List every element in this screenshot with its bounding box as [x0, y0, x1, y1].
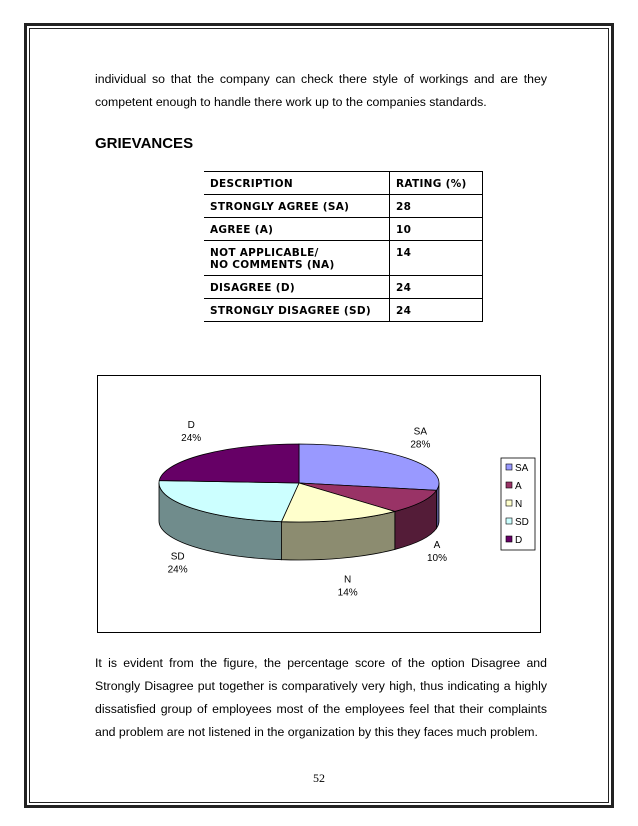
legend-swatch-a: [506, 482, 512, 488]
table-row: [204, 218, 483, 241]
row-rating: 28: [390, 195, 483, 218]
section-heading: GRIEVANCES: [95, 135, 194, 152]
row-description-line1: NOT APPLICABLE/: [210, 247, 319, 259]
conclusion-paragraph: It is evident from the figure, the percentage score of the option Disagree and Strongly Disagree put together is comparatively very high, thus indicating a highly dissatisfied group of employees most of the employees feel that their complaints and problem are not listened in the organization by this they faces much problem.: [95, 656, 547, 739]
data-label-name: D: [187, 419, 195, 431]
data-label-name: N: [344, 574, 352, 586]
data-label-percent: 28%: [410, 439, 431, 451]
table-row: [204, 299, 483, 322]
data-label-name: A: [433, 540, 441, 552]
data-label-name: SD: [170, 551, 185, 563]
row-rating: 14: [390, 241, 483, 276]
data-label-percent: 24%: [181, 432, 202, 444]
data-label-a: [427, 540, 447, 564]
pie-slice-sa: [299, 444, 439, 490]
page-number: 52: [313, 771, 325, 785]
row-rating: 24: [390, 276, 483, 299]
row-description: AGREE (A): [204, 218, 390, 241]
data-label-sd: [168, 552, 188, 576]
table-row: [204, 241, 483, 276]
row-description: STRONGLY AGREE (SA): [204, 195, 390, 218]
row-rating: 24: [390, 299, 483, 322]
legend-swatch-sa: [506, 464, 512, 470]
legend-label-sd: SD: [515, 517, 529, 528]
row-description: [204, 241, 390, 276]
row-rating: 10: [390, 218, 483, 241]
row-description-line2: NO COMMENTS (NA): [210, 259, 335, 271]
header-rating: RATING (%): [390, 172, 483, 195]
table-header-row: [204, 172, 483, 195]
data-label-percent: 10%: [427, 553, 448, 565]
chart-legend: [501, 458, 535, 550]
header-description: DESCRIPTION: [204, 172, 390, 195]
legend-label-a: A: [515, 481, 522, 492]
data-label-n: [338, 574, 358, 598]
data-label-percent: 24%: [167, 564, 188, 576]
ratings-table: [204, 171, 483, 322]
legend-label-sa: SA: [515, 463, 529, 474]
legend-swatch-n: [506, 500, 512, 506]
pie-chart: [98, 376, 540, 632]
table-row: [204, 195, 483, 218]
data-label-d: [181, 420, 201, 444]
legend-label-d: D: [515, 535, 523, 546]
legend-swatch-sd: [506, 518, 512, 524]
row-description: DISAGREE (D): [204, 276, 390, 299]
data-label-name: SA: [413, 426, 428, 438]
legend-label-n: N: [515, 499, 523, 510]
data-label-percent: 14%: [337, 587, 358, 599]
intro-paragraph: individual so that the company can check there style of workings and are they competent enough to handle there work up to the companies standards.: [95, 72, 547, 109]
pie-slice-d: [159, 444, 299, 483]
row-description: STRONGLY DISAGREE (SD): [204, 299, 390, 322]
pie-chart-frame: [97, 375, 541, 633]
legend-swatch-d: [506, 536, 512, 542]
table-row: [204, 276, 483, 299]
data-label-sa: [410, 426, 430, 450]
